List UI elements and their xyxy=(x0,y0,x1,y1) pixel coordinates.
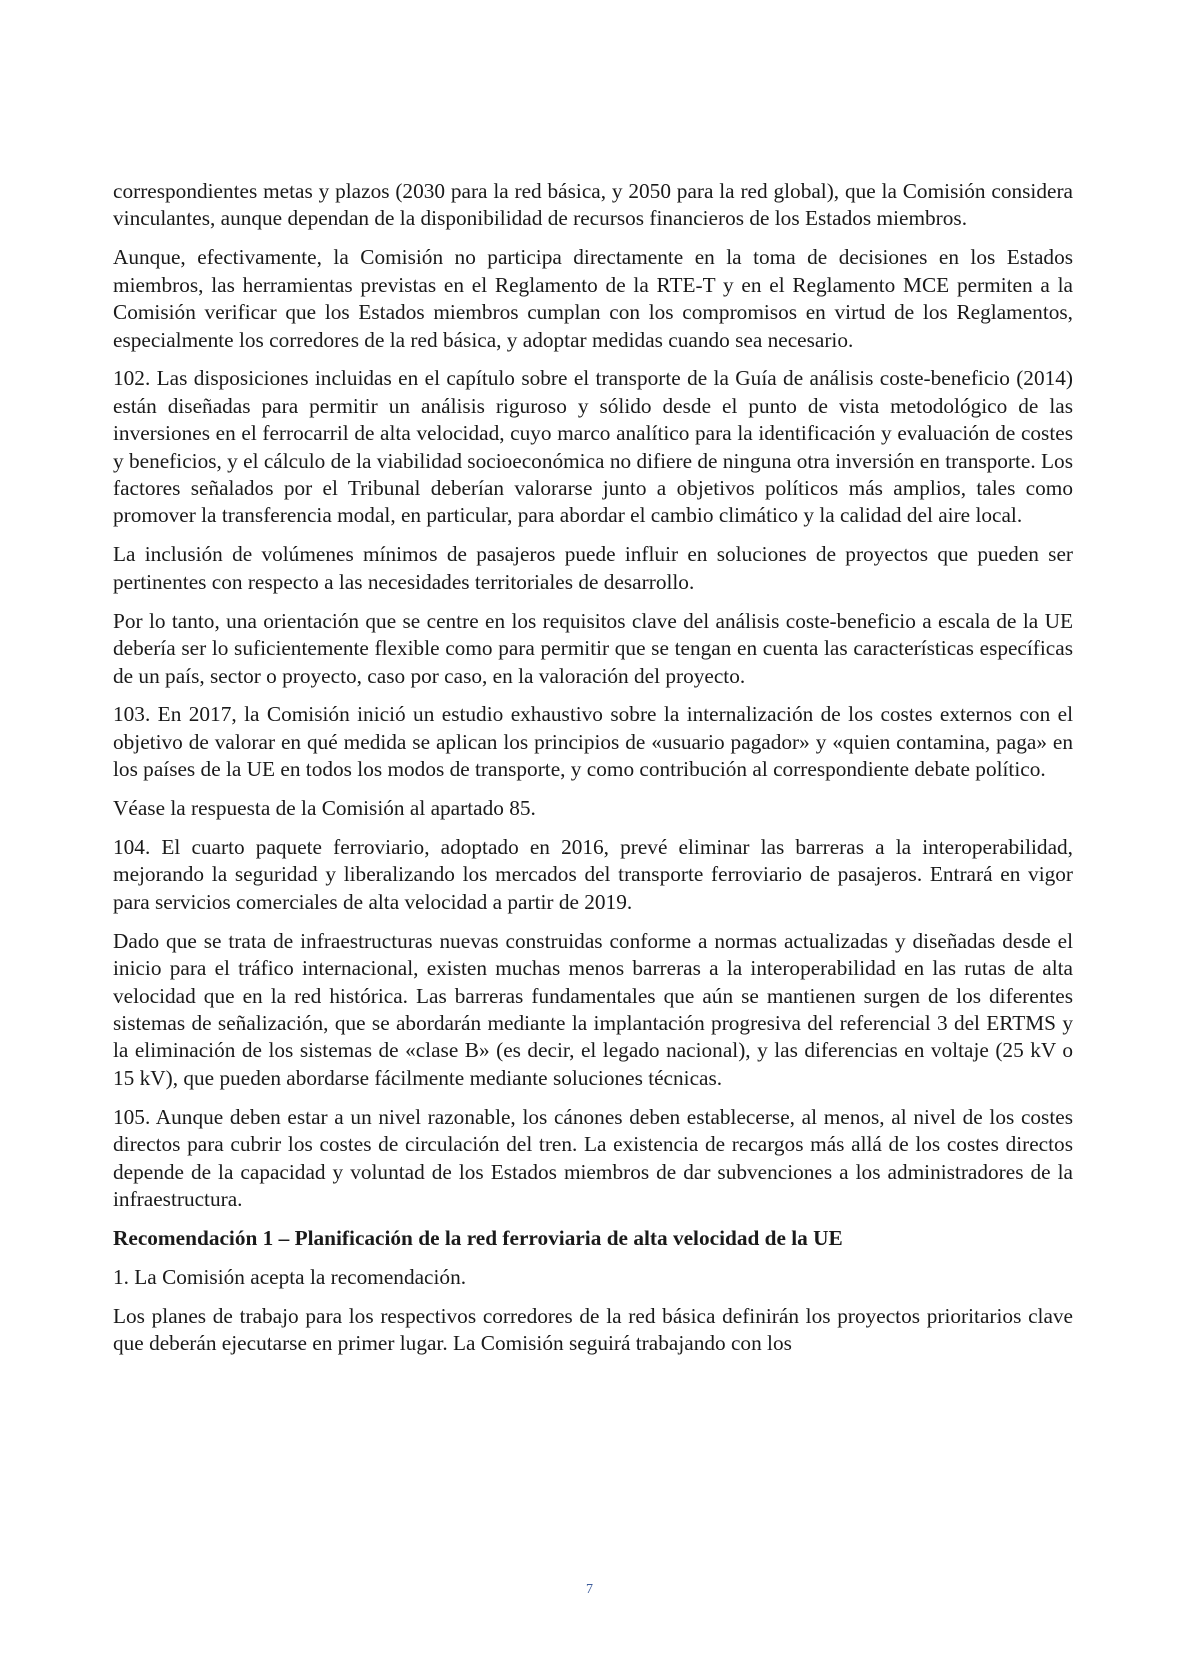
paragraph-105: 105. Aunque deben estar a un nivel razonable, los cánones deben establecerse, al menos, al nivel de los costes directos para cubrir los costes de circulación del tren. La existencia de recargos más allá de los costes directos depende de la capacidad y voluntad de los Estados miembros de dar subvenciones a los administradores de la infraestructura. xyxy=(113,1104,1073,1211)
paragraph-104: 104. El cuarto paquete ferroviario, adoptado en 2016, prevé eliminar las barreras a la interoperabilidad, mejorando la seguridad y liberalizando los mercados del transporte ferroviario de pasajeros. Entrará en vigor para servicios comerciales de alta velocidad a partir de 2019. xyxy=(113,835,1073,914)
paragraph-see-reply-85: Véase la respuesta de la Comisión al apartado 85. xyxy=(113,796,536,821)
paragraph-work-plans: Los planes de trabajo para los respectivos corredores de la red básica definirán los proyectos prioritarios clave que deberán ejecutarse en primer lugar. La Comisión seguirá trabajando con los xyxy=(113,1303,1073,1356)
paragraph-commission-tools: Aunque, efectivamente, la Comisión no participa directamente en la toma de decisiones en los Estados miembros, las herramientas previstas en el Reglamento de la RTE-T y en el Reglamento MCE permiten a la Comisión verificar que los Estados miembros cumplan con los compromisos en virtud de los Reglamentos, especialmente los corredores de la red básica, y adoptar medidas cuando sea necesario. xyxy=(113,245,1073,352)
paragraph-commission-accepts: 1. La Comisión acepta la recomendación. xyxy=(113,1264,467,1289)
paragraph-cost-benefit-guidance: Por lo tanto, una orientación que se centre en los requisitos clave del análisis coste-beneficio a escala de la UE debería ser lo suficientemente flexible como para permitir que se tengan en cuenta las características específicas de un país, sector o proyecto, caso por caso, en la valoración del proyecto. xyxy=(113,608,1073,688)
paragraph-minimum-passenger-volumes: La inclusión de volúmenes mínimos de pasajeros puede influir en soluciones de proyectos que pueden ser pertinentes con respecto a las necesidades territoriales de desarrollo. xyxy=(113,542,1073,594)
paragraph-interoperability-barriers: Dado que se trata de infraestructuras nuevas construidas conforme a normas actualizadas y diseñadas desde el inicio para el tráfico internacional, existen muchas menos barreras a la interoperabilidad en las rutas de alta velocidad que en la red histórica. Las barreras fundamentales que aún se mantienen surgen de los diferentes sistemas de señalización, que se abordarán mediante la implantación progresiva del referencial 3 del ERTMS y la eliminación de los sistemas de «clase B» (es decir, el legado nacional), y las diferencias en voltaje (25 kV o 15 kV), que pueden abordarse fácilmente mediante soluciones técnicas. xyxy=(113,928,1073,1090)
page-number: 7 xyxy=(586,1582,593,1597)
paragraph-continuation: correspondientes metas y plazos (2030 para la red básica, y 2050 para la red global), que la Comisión considera vinculantes, aunque dependan de la disponibilidad de recursos financieros de los Estados miembros. xyxy=(113,179,1073,231)
paragraph-103: 103. En 2017, la Comisión inició un estudio exhaustivo sobre la internalización de los costes externos con el objetivo de valorar en qué medida se aplican los principios de «usuario pagador» y «quien contamina, paga» en los países de la UE en todos los modos de transporte, y como contribución al correspondiente debate político. xyxy=(113,702,1073,782)
document-body xyxy=(113,178,1073,1369)
paragraph-102: 102. Las disposiciones incluidas en el capítulo sobre el transporte de la Guía de análisis coste-beneficio (2014) están diseñadas para permitir un análisis riguroso y sólido desde el punto de vista metodológico de las inversiones en el ferrocarril de alta velocidad, cuyo marco analítico para la identificación y evaluación de costes y beneficios, y el cálculo de la viabilidad socioeconómica no difiere de ninguna otra inversión en transporte. Los factores señalados por el Tribunal deberían valorarse junto a objetivos políticos más amplios, tales como promover la transferencia modal, en particular, para abordar el cambio climático y la calidad del aire local. xyxy=(113,366,1073,528)
recommendation-1-heading: Recomendación 1 – Planificación de la red ferroviaria de alta velocidad de la UE xyxy=(113,1225,843,1250)
